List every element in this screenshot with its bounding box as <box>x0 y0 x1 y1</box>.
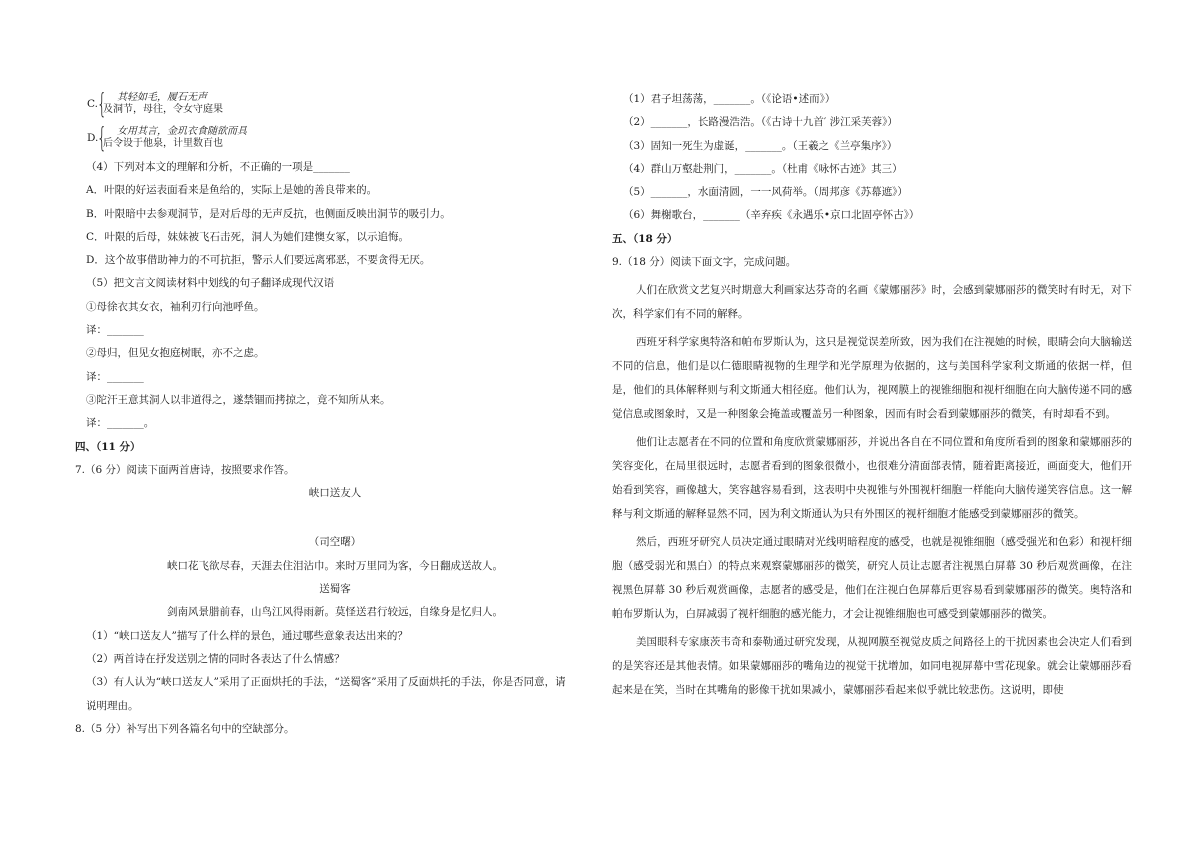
question-4-option-c: C．叶限的后母，妹妹被飞石击死，洞人为她们建懊女冢，以示追悔。 <box>86 230 410 243</box>
blank-6: （6）舞榭歌台，_______（辛弃疾《永遇乐•京口北固亭怀古》） <box>623 209 920 222</box>
brace-icon: { <box>97 121 107 154</box>
question-5: （5）把文言文阅读材料中划线的句子翻译成现代汉语 <box>86 277 335 290</box>
translation-2: 译：_______ <box>86 370 144 383</box>
section-4-heading: 四、（11 分） <box>75 440 141 453</box>
blank-1: （1）君子坦荡荡，_______。（《论语•述而》） <box>623 93 836 105</box>
choice-d-letter: D. <box>87 132 99 144</box>
question-7-part-1: （1）“峡口送友人”描写了什么样的景色，通过哪些意象表达出来的？ <box>86 629 408 642</box>
poem-1-text: 峡口花飞欲尽春，天涯去住泪沾巾。来时万里同为客，今日翻成送故人。 <box>167 559 503 572</box>
passage-paragraph-5: 美国眼科专家康茨韦奇和泰勒通过研究发现，从视网膜至视觉皮质之间路径上的干扰因素也会决定人们看到的是笑容还是其他表情。如果蒙娜丽莎的嘴角边的视觉干扰增加，如同电视屏幕中雪花现象。就会让蒙娜丽莎看起来是在笑，当时在其嘴角的影像干扰如果减小，蒙娜丽莎看起来似乎就比较悲伤。这说明，即使 <box>612 636 1132 697</box>
question-7: 7.（6 分）阅读下面两首唐诗，按照要求作答。 <box>75 463 295 476</box>
blank-3: （3）固知一死生为虚诞，_______。（王羲之《兰亭集序》） <box>623 139 898 152</box>
choice-d-bottom: 后令设于他泉，计里数百也 <box>103 138 223 149</box>
passage-paragraph-4: 然后，西班牙研究人员决定通过眼睛对光线明暗程度的感受，也就是视锥细胞（感受强光和色彩）和视杆细胞（感受弱光和黑白）的特点来观察蒙娜丽莎的微笑，研究人员让志愿者注视黑白屏幕 30 秒后观赏画像，在注视黑色屏幕 30 秒后观赏画像，志愿者的感受是，他们在注视白色屏幕后更容易看到蒙娜丽莎的微笑。奥特洛和帕布罗斯认为，白屏减弱了视杆细胞的感光能力，才会让视锥细胞也可感受到蒙娜丽莎的微笑。 <box>612 536 1132 621</box>
blank-4: （4）群山万壑赴荆门，_______。（杜甫《咏怀古迹》其三） <box>623 162 903 175</box>
right-column <box>612 92 1132 702</box>
question-4-option-a: A．叶限的好运表面看来是鱼给的，实际上是她的善良带来的。 <box>86 184 378 197</box>
question-5-sentence-1: ①母徐衣其女衣，袖利刃行向池呼鱼。 <box>86 300 265 313</box>
question-4-option-d: D．这个故事借助神力的不可抗拒，警示人们要远离邪恶，不要贪得无厌。 <box>86 254 431 267</box>
choice-c-letter: C. <box>87 98 98 110</box>
passage-paragraph-3: 他们让志愿者在不同的位置和角度欣赏蒙娜丽莎，并说出各自在不同位置和角度所看到的图象和蒙娜丽莎的笑容变化，在局里很远时，志愿者看到的图象很微小，也很难分清面部表情，随着距离接近，画面变大，他们开始看到笑容，画像越大，笑容越容易看到，这表明中央视锥与外围视杆细胞一样能向大脑传递笑容信息。这一解释与利文斯通的解释显然不同，因为利文斯通认为只有外围区的视杆细胞才能感受到蒙娜丽莎的微笑。 <box>612 436 1132 521</box>
question-5-sentence-2: ②母归，但见女抱庭树眠，亦不之虑。 <box>86 347 265 360</box>
question-7-part-3: （3）有人认为“峡口送友人”采用了正面烘托的手法，“送蜀客”采用了反面烘托的手法，你是否同意，请 <box>86 676 566 689</box>
translation-1: 译：_______ <box>86 324 144 337</box>
poem-2-title: 送蜀客 <box>319 583 351 596</box>
question-9: 9.（18 分）阅读下面文字，完成问题。 <box>612 256 797 269</box>
choice-c-bottom: 及洞节，母往，令女守庭果 <box>103 104 223 115</box>
choice-d-top: 女用其言，金玑衣食随欲而具 <box>117 126 247 137</box>
blank-2: （2）_______，长路漫浩浩。（《古诗十九首′ 涉江采芙蓉》） <box>623 116 898 129</box>
question-7-part-2: （2）两首诗在抒发送别之情的同时各表达了什么情感？ <box>86 652 345 665</box>
translation-3: 译：_______。 <box>86 417 155 430</box>
brace-icon: { <box>97 87 107 120</box>
poem-1-title: 峡口送友人 <box>308 487 362 500</box>
section-5-heading: 五、（18 分） <box>612 232 678 245</box>
poem-2-text: 剑南风景腊前春，山鸟江风得雨新。莫怪送君行较远，自缘身是忆归人。 <box>167 606 503 619</box>
left-column <box>75 87 595 745</box>
question-4: （4）下列对本文的理解和分析，不正确的一项是_______ <box>86 161 350 173</box>
question-8: 8.（5 分）补写出下列各篇名句中的空缺部分。 <box>75 722 295 735</box>
poem-1-author: （司空曙） <box>308 536 362 549</box>
passage-paragraph-1: 人们在欣赏文艺复兴时期意大利画家达芬奇的名画《蒙娜丽莎》时，会感到蒙娜丽莎的微笑时有时无，对下次，科学家们有不同的解释。 <box>612 284 1132 321</box>
question-4-option-b: B．叶限暗中去参观洞节，是对后母的无声反抗，也侧面反映出洞节的吸引力。 <box>86 207 451 220</box>
question-5-sentence-3: ③陀汗王意其洞人以非道得之，遂禁锢而拷掠之，竟不知所从来。 <box>86 393 391 406</box>
choice-d <box>75 121 595 154</box>
choice-c <box>75 87 595 120</box>
question-7-part-3-continued: 说明理由。 <box>86 699 139 712</box>
choice-c-top: 其轻如毛，履石无声 <box>117 92 207 103</box>
passage-paragraph-2: 西班牙科学家奥特洛和帕布罗斯认为，这只是视觉误差所致，因为我们在注视她的时候，眼睛会向大脑输送不同的信息，他们是以仁德眼睛视物的生理学和光学原理为依据的，这与美国科学家利文斯通的依据一样，但是，他们的具体解释则与利文斯通大相径庭。他们认为，视网膜上的视锥细胞和视杆细胞在向大脑传递不同的感觉信息或图象时，又是一种图象会掩盖或覆盖另一种图象，因而有时会看到蒙娜丽莎的微笑，有时却看不到。 <box>612 336 1132 421</box>
blank-5: （5）_______，水面清圆，一一风荷举。（周邦彦《苏幕遮》） <box>623 186 908 199</box>
